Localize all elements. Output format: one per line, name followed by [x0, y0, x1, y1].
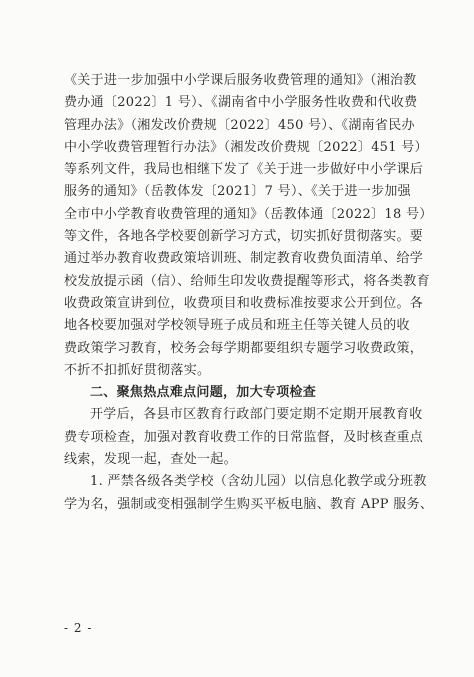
text-line: 《关于进一步加强中小学课后服务收费管理的通知》（湘治教 [64, 73, 417, 88]
text-line: 服务的通知》（岳教体发〔2021〕7 号）、《关于进一步加强 [64, 184, 411, 200]
text-line: 不折不扣抓好贯彻落实。 [64, 362, 211, 378]
text-line: 等文件，各地各学校要创新学习方式，切实抓好贯彻落实。要 [64, 229, 424, 245]
text-line: 费政策学习教育，校务会每学期都要组织专题学习收费政策， [64, 340, 424, 356]
document-body [64, 70, 434, 516]
page-number: - 2 - [64, 621, 93, 635]
text-line: 管理办法》（湘发改价费规〔2022〕450 号）、《湖南省民办 [64, 117, 415, 133]
text-line: 1. 严禁各级各类学校（含幼儿园）以信息化教学或分班教 [90, 474, 427, 490]
text-line: 费专项检查，加强对教育收费工作的日常监督，及时核查重点 [64, 429, 424, 445]
text-line: 等系列文件，我局也相继下发了《关于进一步做好中小学课后 [64, 162, 424, 178]
text-line: 费办通〔2022〕1 号）、《湖南省中小学服务性收费和代收费 [64, 95, 418, 111]
text-line: 开学后，各县市区教育行政部门要定期不定期开展教育收 [90, 407, 423, 423]
text-line: 线索，发现一起，查处一起。 [64, 452, 237, 468]
text-line: 中小学收费管理暂行办法》（湘发改价费规〔2022〕451 号） [64, 139, 428, 155]
text-line: 学为名，强制或变相强制学生购买平板电脑、教育 APP 服务、 [64, 496, 434, 512]
text-line: 全市中小学教育收费管理的通知》（岳教体通〔2022〕18 号） [64, 206, 433, 222]
text-line: 校发放提示函（信）、给师生印发收费提醒等形式，将各类教育 [64, 273, 430, 289]
text-line: 地各校要加强对学校领导班子成员和班主任等关键人员的收 [64, 318, 410, 334]
text-line: 收费政策宣讲到位，收费项目和收费标准按要求公开到位。各 [64, 295, 424, 311]
section-heading: 二、聚焦热点难点问题，加大专项检查 [90, 385, 317, 401]
text-line: 通过举办教育收费政策培训班、制定教育收费负面清单、给学 [64, 251, 424, 267]
